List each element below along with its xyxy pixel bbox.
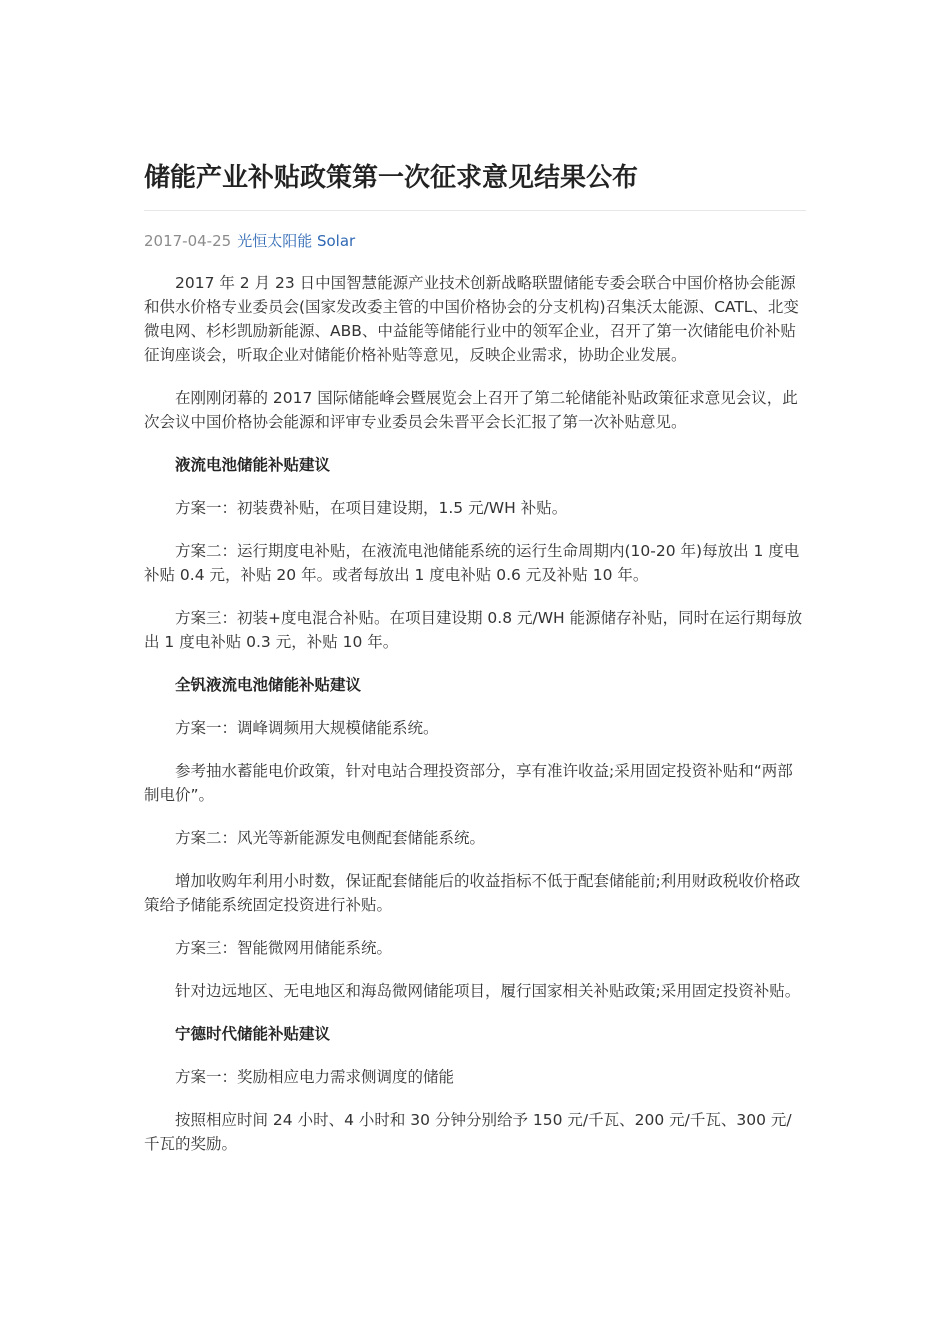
article-meta bbox=[144, 230, 806, 252]
paragraph: 方案三：初装+度电混合补贴。在项目建设期 0.8 元/WH 能源储存补贴，同时在运行期每放出 1 度电补贴 0.3 元，补贴 10 年。 bbox=[144, 609, 803, 651]
account-name-link[interactable]: 光恒太阳能 Solar bbox=[237, 232, 356, 250]
paragraph: 2017 年 2 月 23 日中国智慧能源产业技术创新战略联盟储能专委会联合中国价格协会能源和供水价格专业委员会(国家发改委主管的中国价格协会的分支机构)召集沃太能源、CATL、北变微电网、杉杉凯励新能源、ABB、中益能等储能行业中的领军企业，召开了第一次储能电价补贴征询座谈会，听取企业对储能价格补贴等意见，反映企业需求，协助企业发展。 bbox=[144, 274, 799, 364]
publish-date: 2017-04-25 bbox=[144, 232, 232, 250]
paragraph: 针对边远地区、无电地区和海岛微网储能项目，履行国家相关补贴政策;采用固定投资补贴。 bbox=[175, 982, 801, 1000]
paragraph: 方案三：智能微网用储能系统。 bbox=[175, 939, 393, 957]
section-heading: 液流电池储能补贴建议 bbox=[175, 456, 331, 474]
article-title: 储能产业补贴政策第一次征求意见结果公布 bbox=[144, 160, 806, 211]
article bbox=[144, 160, 806, 1175]
paragraph: 参考抽水蓄能电价政策，针对电站合理投资部分，享有准许收益;采用固定投资补贴和“两部制电价”。 bbox=[144, 762, 793, 804]
paragraph: 方案二：运行期度电补贴，在液流电池储能系统的运行生命周期内(10-20 年)每放出 1 度电补贴 0.4 元，补贴 20 年。或者每放出 1 度电补贴 0.6 元及补贴 10 年。 bbox=[144, 542, 800, 584]
paragraph: 增加收购年利用小时数，保证配套储能后的收益指标不低于配套储能前;利用财政税收价格政策给予储能系统固定投资进行补贴。 bbox=[144, 872, 801, 914]
section-heading: 宁德时代储能补贴建议 bbox=[175, 1025, 331, 1043]
paragraph: 方案一：初装费补贴，在项目建设期，1.5 元/WH 补贴。 bbox=[175, 499, 568, 517]
paragraph: 在刚刚闭幕的 2017 国际储能峰会暨展览会上召开了第二轮储能补贴政策征求意见会议，此次会议中国价格协会能源和评审专业委员会朱晋平会长汇报了第一次补贴意见。 bbox=[144, 389, 798, 431]
paragraph: 按照相应时间 24 小时、4 小时和 30 分钟分别给予 150 元/千瓦、200 元/千瓦、300 元/千瓦的奖励。 bbox=[144, 1111, 792, 1153]
paragraph: 方案二：风光等新能源发电侧配套储能系统。 bbox=[175, 829, 486, 847]
paragraph: 方案一：调峰调频用大规模储能系统。 bbox=[175, 719, 439, 737]
section-heading: 全钒液流电池储能补贴建议 bbox=[175, 676, 362, 694]
article-body bbox=[144, 271, 806, 1156]
paragraph: 方案一：奖励相应电力需求侧调度的储能 bbox=[175, 1068, 455, 1086]
